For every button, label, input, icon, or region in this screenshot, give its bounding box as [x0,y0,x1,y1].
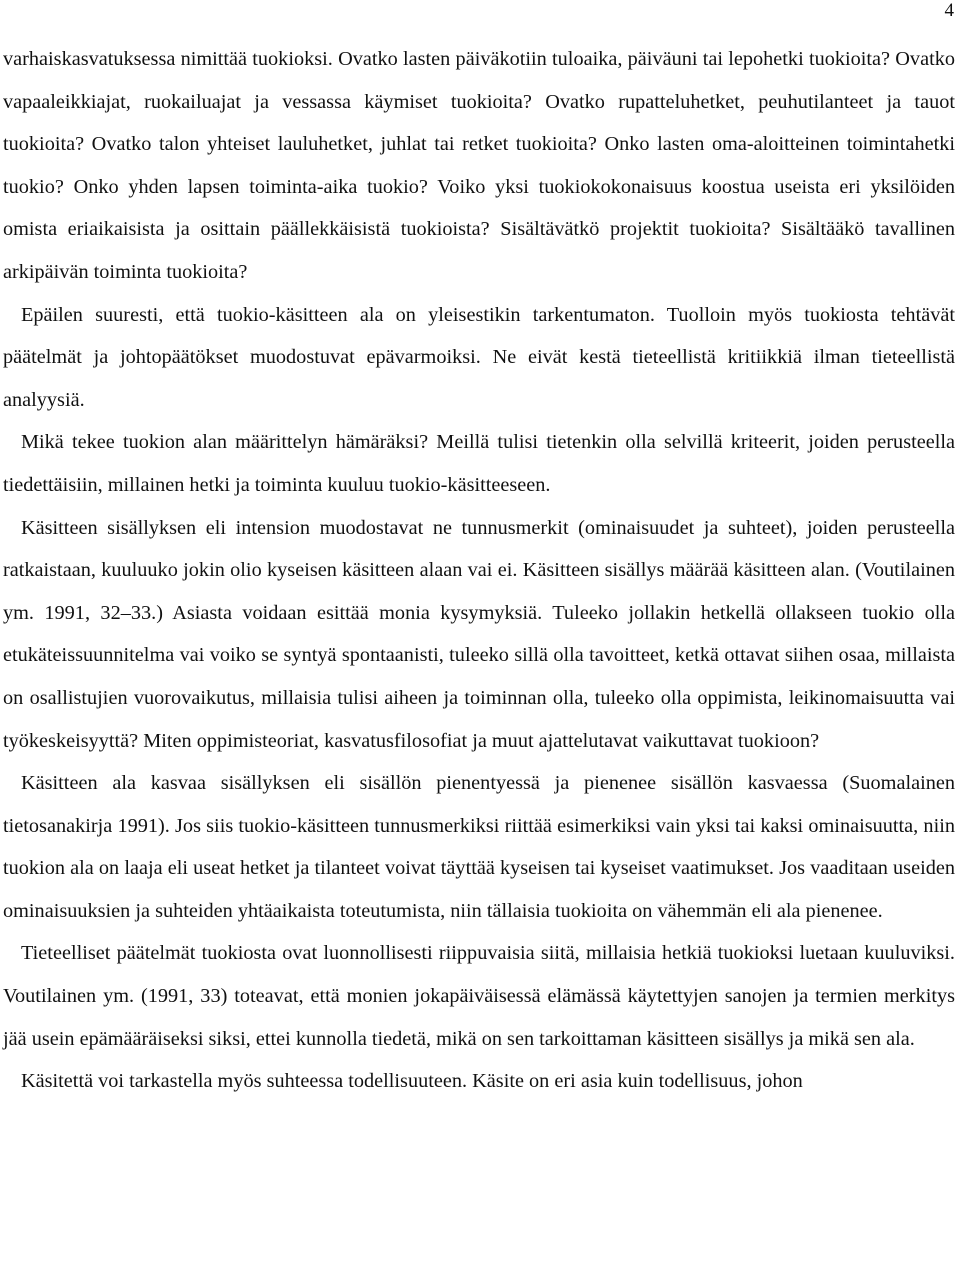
paragraph-3: Mikä tekee tuokion alan määrittelyn hämäräksi? Meillä tulisi tietenkin olla selvillä kriteerit, joiden perusteella tiedettäisiin, millainen hetki ja toiminta kuuluu tuokio-käsitteeseen. [3,431,955,496]
paragraph-4: Käsitteen sisällyksen eli intension muodostavat ne tunnusmerkit (ominaisuudet ja suhteet), joiden perusteella ratkaistaan, kuuluuko jokin olio kyseisen käsitteen alaan vai ei. Käsitteen sisällys määrää käsitteen alan. (Voutilainen ym. 1991, 32–33.) Asiasta voidaan esittää monia kysymyksiä. Tuleeko jollakin hetkellä ollakseen tuokio olla etukäteissuunnitelma vai voiko se syntyä spontaanisti, tuleeko sillä olla tavoitteet, ketkä ottavat siihen osaa, millaista on osallistujien vuorovaikutus, millaisia tulisi aiheen ja toiminnan olla, tuleeko olla oppimista, leikinomaisuutta vai työkeskeisyyttä? Miten oppimisteoriat, kasvatusfilosofiat ja muut ajattelutavat vaikuttavat tuokioon? [3,516,955,752]
paragraph-7: Käsitettä voi tarkastella myös suhteessa todellisuuteen. Käsite on eri asia kuin todellisuus, johon [21,1070,803,1093]
paragraph-6: Tieteelliset päätelmät tuokiosta ovat luonnollisesti riippuvaisia siitä, millaisia hetkiä tuokioksi luetaan kuuluviksi. Voutilainen ym. (1991, 33) toteavat, että monien jokapäiväisessä elämässä käytettyjen sanojen ja termien merkitys jää usein epämääräiseksi siksi, ettei kunnolla tiedetä, mikä on sen tarkoittaman käsitteen sisällys ja mikä sen ala. [3,942,955,1050]
paragraph-5: Käsitteen ala kasvaa sisällyksen eli sisällön pienentyessä ja pienenee sisällön kasvaessa (Suomalainen tietosanakirja 1991). Jos siis tuokio-käsitteen tunnusmerkiksi riittää esimerkiksi vain yksi tai kaksi ominaisuutta, niin tuokion ala on laaja eli useat hetket ja tilanteet voivat täyttää kyseisen tai kyseiset vaatimukset. Jos vaaditaan useiden ominaisuuksien ja suhteiden yhtäaikaista toteutumista, niin tällaisia tuokioita on vähemmän eli ala pienenee. [3,772,955,922]
paragraph-2: Epäilen suuresti, että tuokio-käsitteen ala on yleisestikin tarkentumaton. Tuolloin myös tuokiosta tehtävät päätelmät ja johtopäätökset muodostuvat epävarmoiksi. Ne eivät kestä tieteellistä kritiikkiä ilman tieteellistä analyysiä. [3,303,955,411]
document-body [3,38,955,1103]
paragraph-1: varhaiskasvatuksessa nimittää tuokioksi. Ovatko lasten päiväkotiin tuloaika, päiväuni tai lepohetki tuokioita? Ovatko vapaaleikkiajat, ruokailuajat ja vessassa käymiset tuokioita? Ovatko rupatteluhetket, peuhutilanteet ja tauot tuokioita? Ovatko talon yhteiset lauluhetket, juhlat tai retket tuokioita? Onko lasten oma-aloitteinen toimintahetki tuokio? Onko yhden lapsen toiminta-aika tuokio? Voiko yksi tuokiokokonaisuus koostua useista eri yksilöiden omista eriaikaisista ja osittain päällekkäisistä tuokioista? Sisältävätkö projektit tuokioita? Sisältääkö tavallinen arkipäivän toiminta tuokioita? [3,48,955,283]
page-number: 4 [944,0,954,21]
